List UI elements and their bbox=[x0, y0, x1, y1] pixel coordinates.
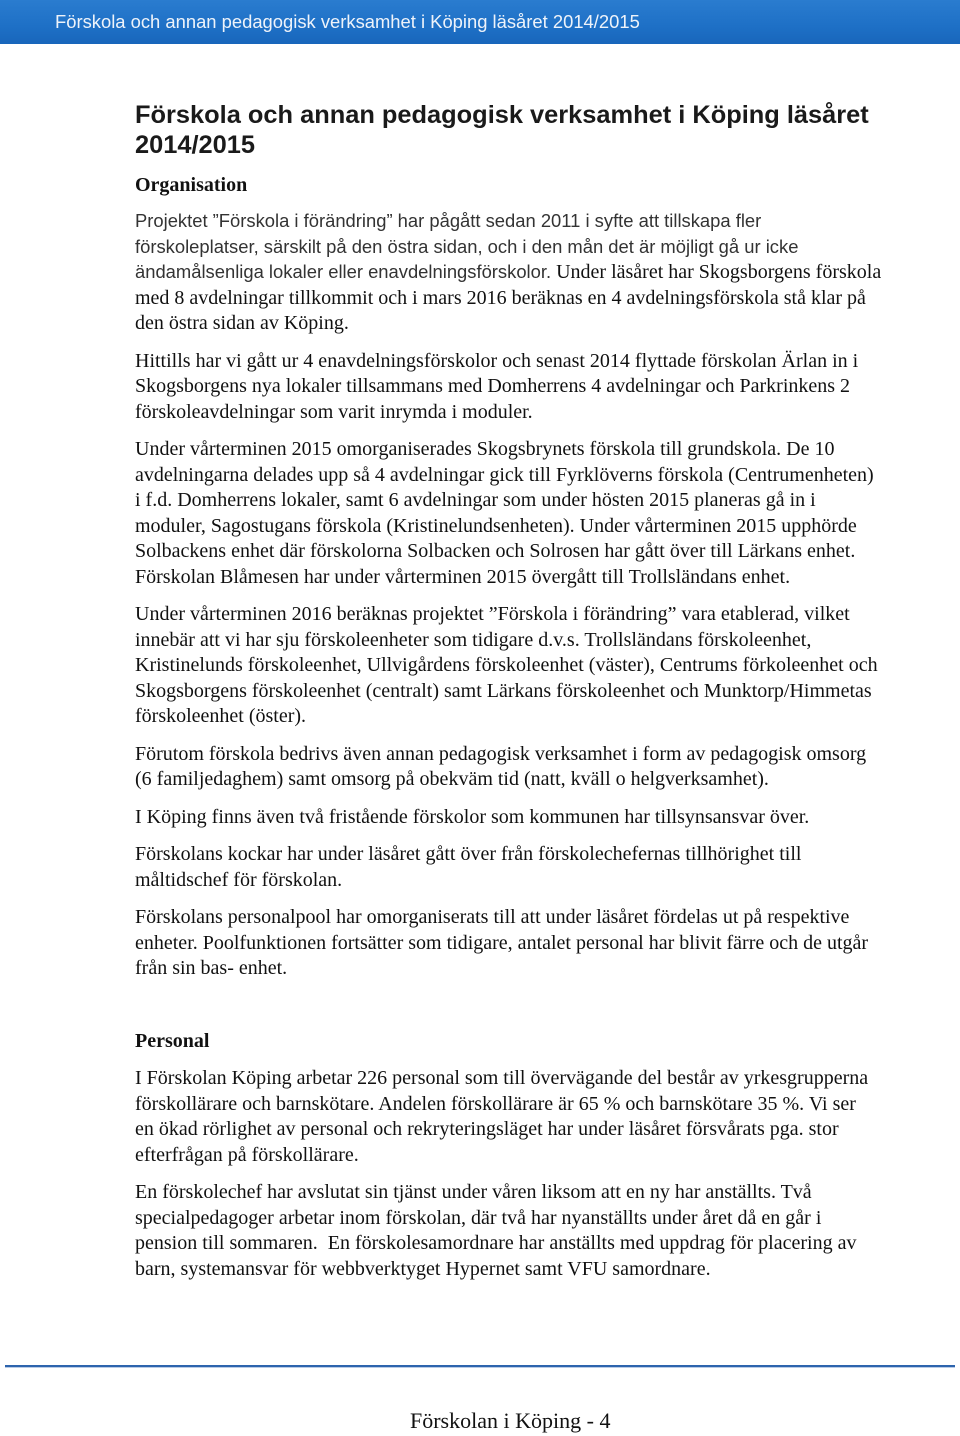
paragraph-line: pension till sommaren. En förskolesamordnare har anställts med uppdrag för placering av bbox=[135, 1232, 857, 1255]
paragraph-line: Förskolan Blåmesen har under vårterminen 2015 övergått till Trollsländans enhet. bbox=[135, 565, 791, 588]
header-bar bbox=[0, 0, 960, 44]
paragraph-line: Kristinelunds förskoleenhet, Ullvigårdens förskoleenhet (väster), Centrums förkoleenhet och bbox=[135, 654, 878, 677]
footer-divider bbox=[5, 1365, 955, 1367]
paragraph-line: I Köping finns även två fristående förskolor som kommunen har tillsynsansvar över. bbox=[135, 805, 810, 828]
paragraph bbox=[135, 742, 935, 793]
paragraph-line bbox=[135, 259, 935, 286]
paragraph-line: en ökad rörlighet av personal och rekryteringsläget har under läsåret försvårats pga. stor bbox=[135, 1118, 839, 1141]
paragraph-line: specialpedagoger arbetar inom förskolan, där två har nyanställts under året då en går i bbox=[135, 1206, 822, 1229]
paragraph-line: innebär att vi har sju förskoleenheter som tidigare d.v.s. Trollsländans förskoleenhet, bbox=[135, 628, 812, 651]
paragraph-line-lead: ändamålsenliga lokaler eller enavdelningsförskolor. bbox=[135, 261, 552, 283]
paragraph bbox=[135, 349, 935, 426]
paragraph bbox=[135, 208, 935, 337]
paragraph-line: Solbackens enhet där förskolorna Solbacken och Solrosen har gått över till Lärkans enhet. bbox=[135, 540, 856, 563]
paragraph-line: Förutom förskola bedrivs även annan pedagogisk verksamhet i form av pedagogisk omsorg bbox=[135, 742, 867, 765]
paragraph bbox=[135, 437, 935, 590]
document-body bbox=[135, 100, 935, 1282]
paragraph-line: den östra sidan av Köping. bbox=[135, 312, 349, 335]
paragraph-line: förskoleenhet (öster). bbox=[135, 705, 307, 728]
paragraph-line: I Förskolan Köping arbetar 226 personal som till övervägande del består av yrkesgrupperna bbox=[135, 1067, 869, 1090]
paragraph-line: Förskolans kockar har under läsåret gått över från förskolechefernas tillhörighet till bbox=[135, 843, 802, 866]
section-organisation bbox=[135, 173, 935, 982]
paragraph bbox=[135, 602, 935, 730]
paragraph-line: enheter. Poolfunktionen fortsätter som tidigare, antalet personal har blivit färre och de utgår bbox=[135, 931, 869, 954]
paragraph-line: Hittills har vi gått ur 4 enavdelningsförskolor och senast 2014 flyttade förskolan Ärlan in i bbox=[135, 349, 859, 372]
section-personal bbox=[135, 1029, 935, 1282]
paragraph-line: Förskolans personalpool har omorganiserats till att under läsåret fördelas ut på respektive bbox=[135, 906, 850, 929]
paragraph-line: förskoleavdelningar som varit inrymda i moduler. bbox=[135, 400, 533, 423]
paragraph-line: Projektet ”Förskola i förändring” har pågått sedan 2011 i syfte att tillskapa fler bbox=[135, 210, 762, 232]
paragraph bbox=[135, 1066, 935, 1168]
section-heading: Organisation bbox=[135, 174, 248, 197]
paragraph-line-rest: Under läsåret har Skogsborgens förskola bbox=[556, 261, 882, 284]
paragraph-line: avdelningarna delades upp så 4 avdelningar gick till Fyrklöverns förskola (Centrumenheten) bbox=[135, 463, 874, 486]
paragraph-line: efterfrågan på förskollärare. bbox=[135, 1143, 359, 1166]
paragraph-line: med 8 avdelningar tillkommit och i mars 2016 beräknas en 4 avdelningsförskola stå klar på bbox=[135, 286, 866, 309]
paragraph-line: förskoleplatser, särskilt på den östra sidan, och i den mån det är möjligt gå ur icke bbox=[135, 235, 799, 257]
document-title-line: 2014/2015 bbox=[135, 131, 256, 159]
paragraph-line: Skogsborgens förskoleenhet (centralt) samt Lärkans förskoleenhet och Munktorp/Himmetas bbox=[135, 679, 872, 702]
paragraph-line: måltidschef för förskolan. bbox=[135, 868, 343, 891]
paragraph bbox=[135, 1180, 935, 1282]
paragraph-line: barn, systemansvar för webbverktyget Hypernet samt VFU samordnare. bbox=[135, 1257, 711, 1280]
paragraph bbox=[135, 905, 935, 982]
section-heading: Personal bbox=[135, 1030, 210, 1053]
paragraph-line: Under vårterminen 2016 beräknas projektet ”Förskola i förändring” vara etablerad, vilket bbox=[135, 603, 850, 626]
paragraph-line: (6 familjedaghem) samt omsorg på obekväm tid (natt, kväll o helgverksamhet). bbox=[135, 768, 769, 791]
paragraph-line: En förskolechef har avslutat sin tjänst under våren liksom att en ny har anställts. Två bbox=[135, 1181, 812, 1204]
document-title-line: Förskola och annan pedagogisk verksamhet i Köping läsåret bbox=[135, 101, 869, 129]
paragraph-line: Under vårterminen 2015 omorganiserades Skogsbrynets förskola till grundskola. De 10 bbox=[135, 438, 835, 461]
header-title: Förskola och annan pedagogisk verksamhet i Köping läsåret 2014/2015 bbox=[55, 11, 640, 32]
document-title bbox=[135, 100, 935, 160]
paragraph-line: i f.d. Domherrens lokaler, samt 6 avdelningar som under hösten 2015 planeras gå in i bbox=[135, 489, 816, 512]
paragraph-line: moduler, Sagostugans förskola (Kristinelundsenheten). Under vårterminen 2015 upphörde bbox=[135, 514, 857, 537]
paragraph-line: Skogsborgens nya lokaler tillsammans med Domherrens 4 avdelningar och Parkrinkens 2 bbox=[135, 375, 851, 398]
footer-page-label: Förskolan i Köping - 4 bbox=[410, 1408, 611, 1433]
paragraph-line: från sin bas- enhet. bbox=[135, 957, 288, 980]
paragraph bbox=[135, 805, 935, 831]
paragraph bbox=[135, 842, 935, 893]
paragraph-line: förskollärare och barnskötare. Andelen förskollärare är 65 % och barnskötare 35 %. Vi ser bbox=[135, 1092, 856, 1115]
